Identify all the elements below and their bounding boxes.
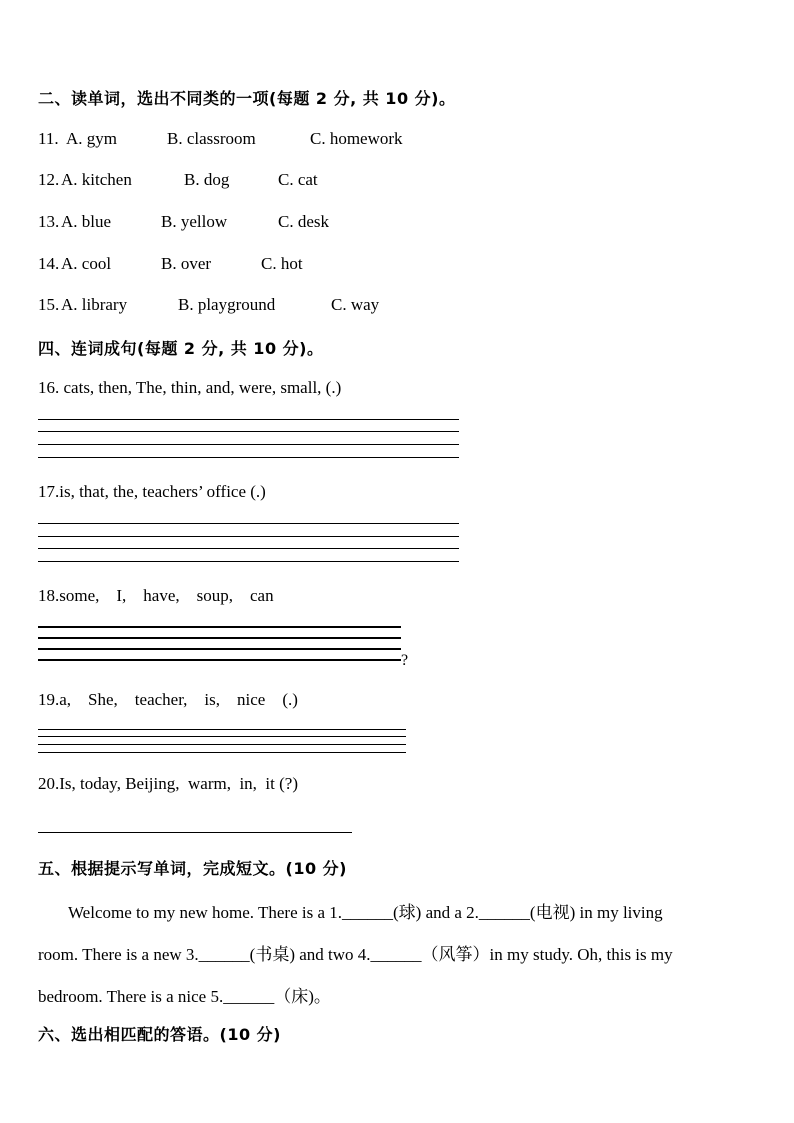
question-mark: ?: [401, 652, 409, 669]
option-c: C. homework: [310, 129, 403, 148]
option-b: B. classroom: [167, 129, 256, 148]
answer-line: [38, 523, 459, 524]
answer-line: [38, 626, 401, 628]
passage-line-2: room. There is a new 3.______(书桌) and two 4.______（风筝）in my study. Oh, this is my: [38, 945, 673, 964]
question-18: 18.some, I, have, soup, can: [38, 586, 274, 605]
option-a: A. cool: [61, 254, 112, 273]
section5-heading: 五、根据提示写单词，完成短文。(10 分): [38, 859, 347, 878]
answer-line: [38, 419, 459, 420]
passage-line-3: bedroom. There is a nice 5.______（床)。: [38, 987, 331, 1006]
answer-line: [38, 659, 401, 661]
option-b: B. dog: [184, 170, 230, 189]
answer-line: [38, 561, 459, 562]
answer-line: [38, 536, 459, 537]
question-number: 11.: [38, 129, 59, 148]
section4-heading: 四、连词成句(每题 2 分, 共 10 分)。: [38, 339, 324, 358]
option-c: C. way: [331, 295, 380, 314]
question-16: 16. cats, then, The, thin, and, were, small, (.): [38, 378, 342, 397]
answer-line: [38, 637, 401, 639]
passage-line-1: Welcome to my new home. There is a 1.______(球) and a 2.______(电视) in my living: [68, 903, 663, 922]
option-a: A. kitchen: [61, 170, 132, 189]
section2-heading: 二、读单词，选出不同类的一项(每题 2 分, 共 10 分)。: [38, 89, 456, 108]
section6-heading: 六、选出相匹配的答语。(10 分): [38, 1025, 281, 1044]
answer-line: [38, 431, 459, 432]
answer-line: [38, 832, 352, 833]
answer-line: [38, 548, 459, 549]
answer-line: [38, 457, 459, 458]
question-number: 15.: [38, 295, 60, 314]
question-17: 17.is, that, the, teachers’ office (.): [38, 482, 266, 501]
option-a: A. library: [61, 295, 128, 314]
option-c: C. cat: [278, 170, 318, 189]
option-b: B. over: [161, 254, 212, 273]
answer-line: [38, 744, 406, 745]
answer-line: [38, 729, 406, 730]
question-number: 13.: [38, 212, 60, 231]
option-c: C. hot: [261, 254, 303, 273]
question-number: 14.: [38, 254, 60, 273]
question-20: 20.Is, today, Beijing, warm, in, it (?): [38, 774, 298, 793]
answer-line: [38, 648, 401, 650]
option-b: B. yellow: [161, 212, 228, 231]
option-a: A. gym: [66, 129, 117, 148]
question-19: 19.a, She, teacher, is, nice (.): [38, 690, 298, 709]
option-c: C. desk: [278, 212, 329, 231]
option-b: B. playground: [178, 295, 276, 314]
answer-line: [38, 444, 459, 445]
question-number: 12.: [38, 170, 60, 189]
answer-line: [38, 752, 406, 753]
answer-line: [38, 736, 406, 737]
option-a: A. blue: [61, 212, 112, 231]
